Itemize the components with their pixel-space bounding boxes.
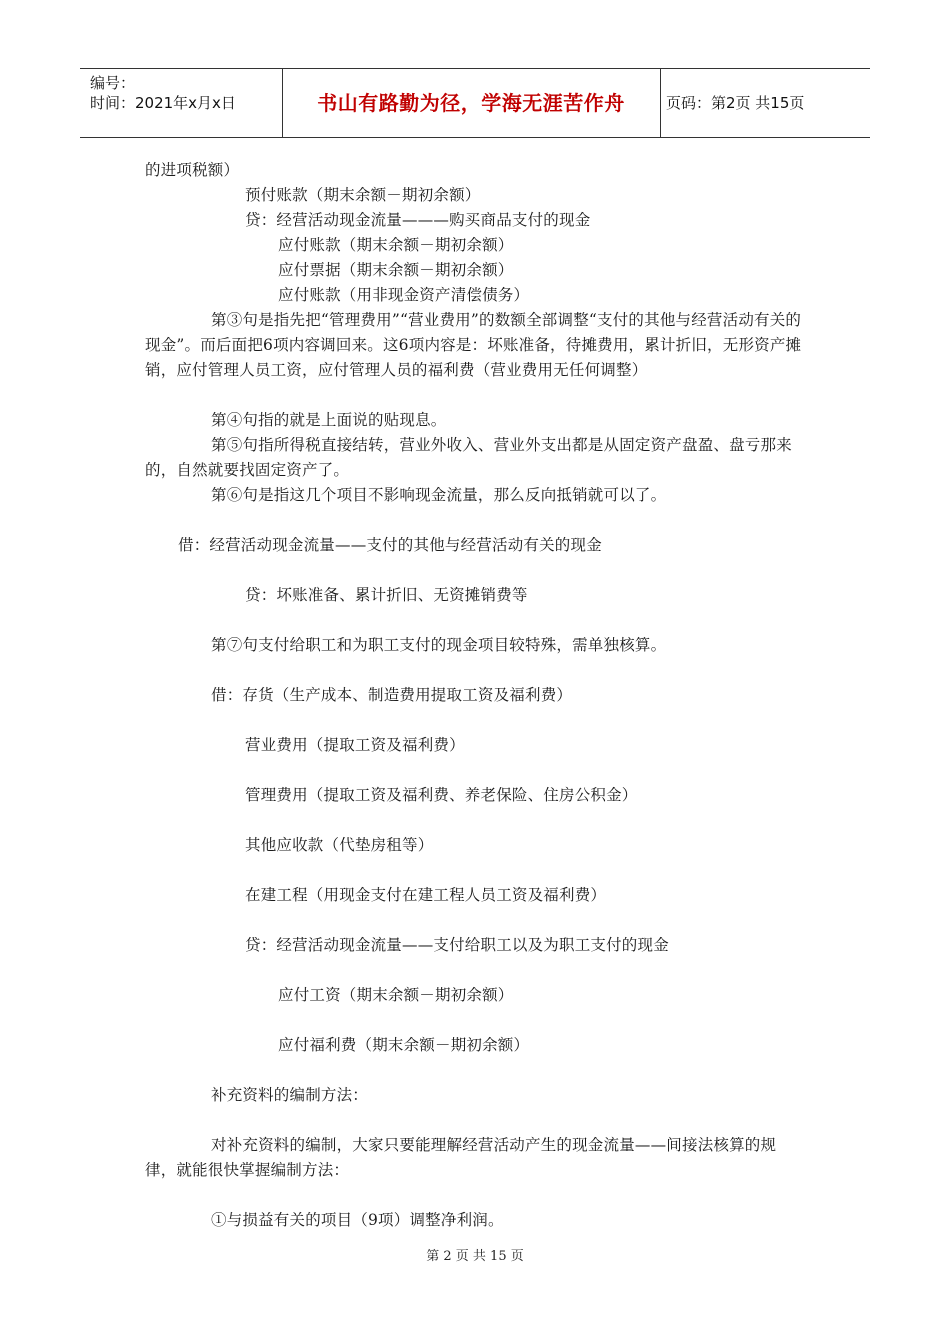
- paragraph: 第⑦句支付给职工和为职工支付的现金项目较特殊，需单独核算。: [211, 636, 667, 654]
- paragraph: 管理费用（提取工资及福利费、养老保险、住房公积金）: [245, 786, 638, 804]
- paragraph: 借：经营活动现金流量——支付的其他与经营活动有关的现金: [178, 536, 602, 554]
- paragraph: 的进项税额）: [145, 161, 240, 179]
- paragraph: 补充资料的编制方法：: [211, 1086, 369, 1104]
- page-footer: 第 2 页 共 15 页: [426, 1249, 524, 1264]
- header-motto: 书山有路勤为径，学海无涯苦作舟: [317, 91, 625, 115]
- document-date-label: 时间：2021年x月x日: [90, 94, 236, 112]
- paragraph: 应付账款（期末余额－期初余额）: [278, 236, 514, 254]
- header-meta: [90, 73, 236, 113]
- paragraph: 第⑥句是指这几个项目不影响现金流量，那么反向抵销就可以了。: [211, 486, 667, 504]
- header-divider: [660, 69, 661, 137]
- paragraph: 借：存货（生产成本、制造费用提取工资及福利费）: [211, 686, 573, 704]
- paragraph: 应付工资（期末余额－期初余额）: [278, 986, 514, 1004]
- paragraph: 对补充资料的编制，大家只要能理解经营活动产生的现金流量——间接法核算的规律，就能很快掌握编制方法：: [145, 1136, 777, 1179]
- paragraph: 营业费用（提取工资及福利费）: [245, 736, 465, 754]
- paragraph: 应付票据（期末余额－期初余额）: [278, 261, 514, 279]
- page-header: [80, 68, 870, 138]
- paragraph: 贷：经营活动现金流量——支付给职工以及为职工支付的现金: [245, 936, 669, 954]
- paragraph: 在建工程（用现金支付在建工程人员工资及福利费）: [245, 886, 607, 904]
- document-number-label: 编号：: [90, 74, 136, 92]
- paragraph: 其他应收款（代垫房租等）: [245, 836, 434, 854]
- paragraph: 第⑤句指所得税直接结转，营业外收入、营业外支出都是从固定资产盘盈、盘亏那来的，自然就要找固定资产了。: [145, 436, 792, 479]
- paragraph: 贷：经营活动现金流量———购买商品支付的现金: [245, 211, 591, 229]
- paragraph: 第③句是指先把“管理费用”“营业费用”的数额全部调整“支付的其他与经营活动有关的现金”。而后面把6项内容调回来。这6项内容是：坏账准备，待摊费用，累计折旧，无形资产摊销，应付管理人员工资，应付管理人员的福利费（营业费用无任何调整）: [145, 311, 802, 379]
- paragraph: ①与损益有关的项目（9项）调整净利润。: [211, 1211, 504, 1229]
- header-page-info: 页码：第2页 共15页: [666, 94, 805, 112]
- paragraph: 预付账款（期末余额－期初余额）: [245, 186, 481, 204]
- paragraph: 应付账款（用非现金资产清偿债务）: [278, 286, 530, 304]
- paragraph: 贷：坏账准备、累计折旧、无资摊销费等: [245, 586, 528, 604]
- paragraph: 第④句指的就是上面说的贴现息。: [211, 411, 447, 429]
- paragraph: 应付福利费（期末余额－期初余额）: [278, 1036, 530, 1054]
